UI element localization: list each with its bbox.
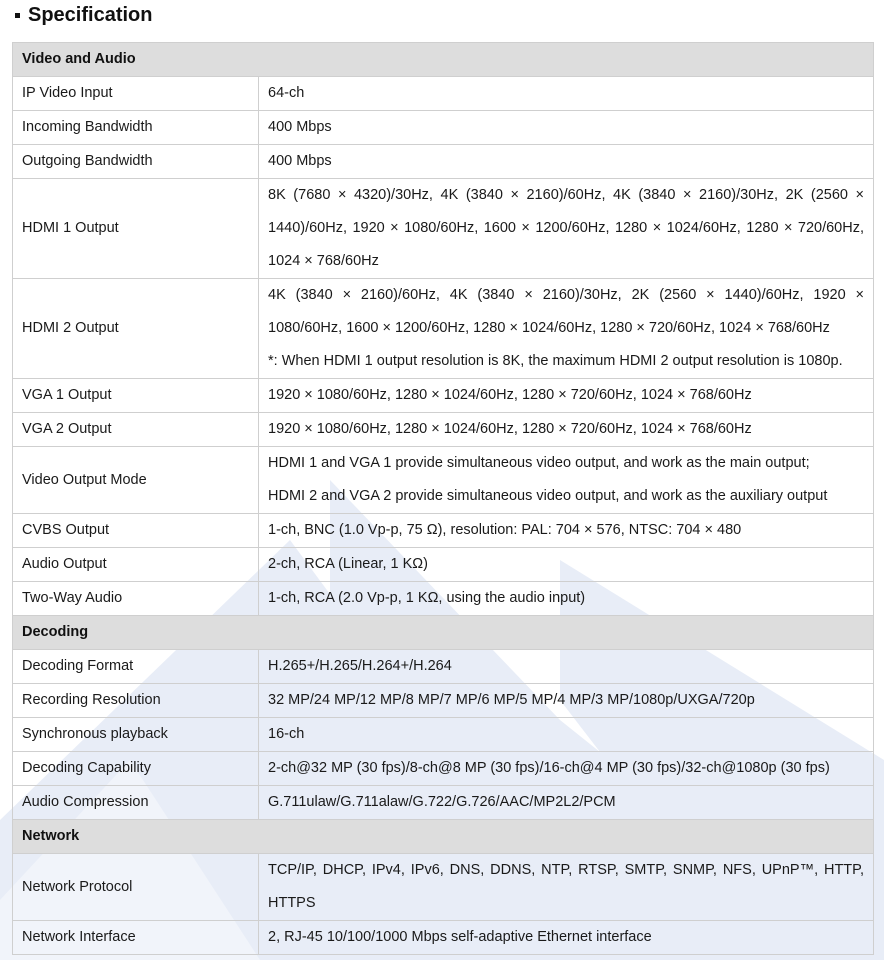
table-row <box>13 650 874 684</box>
spec-label: Decoding Capability <box>13 752 259 786</box>
table-row <box>13 786 874 820</box>
spec-value <box>259 548 874 582</box>
spec-value <box>259 279 874 379</box>
spec-value <box>259 854 874 921</box>
spec-value <box>259 77 874 111</box>
spec-label: Decoding Format <box>13 650 259 684</box>
table-row <box>13 921 874 955</box>
spec-value <box>259 447 874 514</box>
spec-value-line: 400 Mbps <box>268 119 332 135</box>
spec-value <box>259 179 874 279</box>
section-header <box>13 616 874 650</box>
spec-value-line: 16-ch <box>268 726 305 742</box>
table-row <box>13 718 874 752</box>
specification-table <box>12 42 874 955</box>
table-row <box>13 582 874 616</box>
page-title <box>15 4 152 27</box>
spec-value-line: 1920 × 1080/60Hz, 1280 × 1024/60Hz, 1280 × 720/60Hz, 1024 × 768/60Hz <box>268 387 752 403</box>
section-header <box>13 43 874 77</box>
section-title: Decoding <box>13 616 874 650</box>
table-row <box>13 179 874 279</box>
spec-value <box>259 684 874 718</box>
table-row <box>13 77 874 111</box>
spec-value-line: 2, RJ-45 10/100/1000 Mbps self-adaptive Ethernet interface <box>268 929 652 945</box>
spec-value <box>259 145 874 179</box>
spec-value-line: 8K (7680 × 4320)/30Hz, 4K (3840 × 2160)/60Hz, 4K (3840 × 2160)/30Hz, 2K (2560 × 1440)/60Hz, 1920 × 1080/60Hz, 1600 × 1200/60Hz, 1280 × 1024/60Hz, 1280 × 720/60Hz, 1024 × 768/60Hz <box>268 187 864 269</box>
spec-label: Synchronous playback <box>13 718 259 752</box>
table-row <box>13 279 874 379</box>
table-row <box>13 111 874 145</box>
spec-value-line: *: When HDMI 1 output resolution is 8K, the maximum HDMI 2 output resolution is 1080p. <box>268 353 843 369</box>
table-row <box>13 413 874 447</box>
table-row <box>13 548 874 582</box>
spec-label: VGA 2 Output <box>13 413 259 447</box>
table-row <box>13 379 874 413</box>
spec-value-line: 400 Mbps <box>268 153 332 169</box>
spec-label: IP Video Input <box>13 77 259 111</box>
spec-value <box>259 111 874 145</box>
section-title: Network <box>13 820 874 854</box>
spec-value-line: 64-ch <box>268 85 305 101</box>
spec-value <box>259 650 874 684</box>
page-title-text: Specification <box>28 4 153 26</box>
spec-label: Video Output Mode <box>13 447 259 514</box>
spec-value <box>259 921 874 955</box>
spec-value-line: H.265+/H.265/H.264+/H.264 <box>268 658 452 674</box>
spec-value <box>259 718 874 752</box>
spec-label: HDMI 1 Output <box>13 179 259 279</box>
spec-label: Recording Resolution <box>13 684 259 718</box>
table-row <box>13 752 874 786</box>
spec-label: Two-Way Audio <box>13 582 259 616</box>
spec-value-line: 4K (3840 × 2160)/60Hz, 4K (3840 × 2160)/30Hz, 2K (2560 × 1440)/60Hz, 1920 × 1080/60Hz, 1600 × 1200/60Hz, 1280 × 1024/60Hz, 1280 × 720/60Hz, 1024 × 768/60Hz <box>268 287 864 336</box>
spec-value <box>259 786 874 820</box>
spec-label: Outgoing Bandwidth <box>13 145 259 179</box>
spec-value-line: 2-ch@32 MP (30 fps)/8-ch@8 MP (30 fps)/16-ch@4 MP (30 fps)/32-ch@1080p (30 fps) <box>268 760 830 776</box>
spec-value-line: HDMI 2 and VGA 2 provide simultaneous video output, and work as the auxiliary output <box>268 488 828 504</box>
spec-label: Audio Compression <box>13 786 259 820</box>
spec-value-line: HDMI 1 and VGA 1 provide simultaneous video output, and work as the main output; <box>268 455 810 471</box>
spec-label: Incoming Bandwidth <box>13 111 259 145</box>
spec-label: VGA 1 Output <box>13 379 259 413</box>
spec-label: Network Interface <box>13 921 259 955</box>
spec-value-line: G.711ulaw/G.711alaw/G.722/G.726/AAC/MP2L2/PCM <box>268 794 616 810</box>
spec-value-line: TCP/IP, DHCP, IPv4, IPv6, DNS, DDNS, NTP, RTSP, SMTP, SNMP, NFS, UPnP™, HTTP, HTTPS <box>268 862 864 911</box>
spec-value <box>259 752 874 786</box>
spec-value-line: 1920 × 1080/60Hz, 1280 × 1024/60Hz, 1280 × 720/60Hz, 1024 × 768/60Hz <box>268 421 752 437</box>
section-header <box>13 820 874 854</box>
spec-value <box>259 413 874 447</box>
spec-value <box>259 379 874 413</box>
title-bullet-icon <box>15 13 20 18</box>
table-row <box>13 145 874 179</box>
table-row <box>13 854 874 921</box>
spec-label: HDMI 2 Output <box>13 279 259 379</box>
table-row <box>13 514 874 548</box>
spec-value-line: 32 MP/24 MP/12 MP/8 MP/7 MP/6 MP/5 MP/4 MP/3 MP/1080p/UXGA/720p <box>268 692 755 708</box>
spec-value-line: 2-ch, RCA (Linear, 1 KΩ) <box>268 556 428 572</box>
spec-value <box>259 514 874 548</box>
section-title: Video and Audio <box>13 43 874 77</box>
spec-value-line: 1-ch, RCA (2.0 Vp-p, 1 KΩ, using the audio input) <box>268 590 586 606</box>
table-row <box>13 447 874 514</box>
spec-value-line: 1-ch, BNC (1.0 Vp-p, 75 Ω), resolution: PAL: 704 × 576, NTSC: 704 × 480 <box>268 522 742 538</box>
table-row <box>13 684 874 718</box>
spec-value <box>259 582 874 616</box>
spec-label: Audio Output <box>13 548 259 582</box>
spec-label: Network Protocol <box>13 854 259 921</box>
spec-label: CVBS Output <box>13 514 259 548</box>
